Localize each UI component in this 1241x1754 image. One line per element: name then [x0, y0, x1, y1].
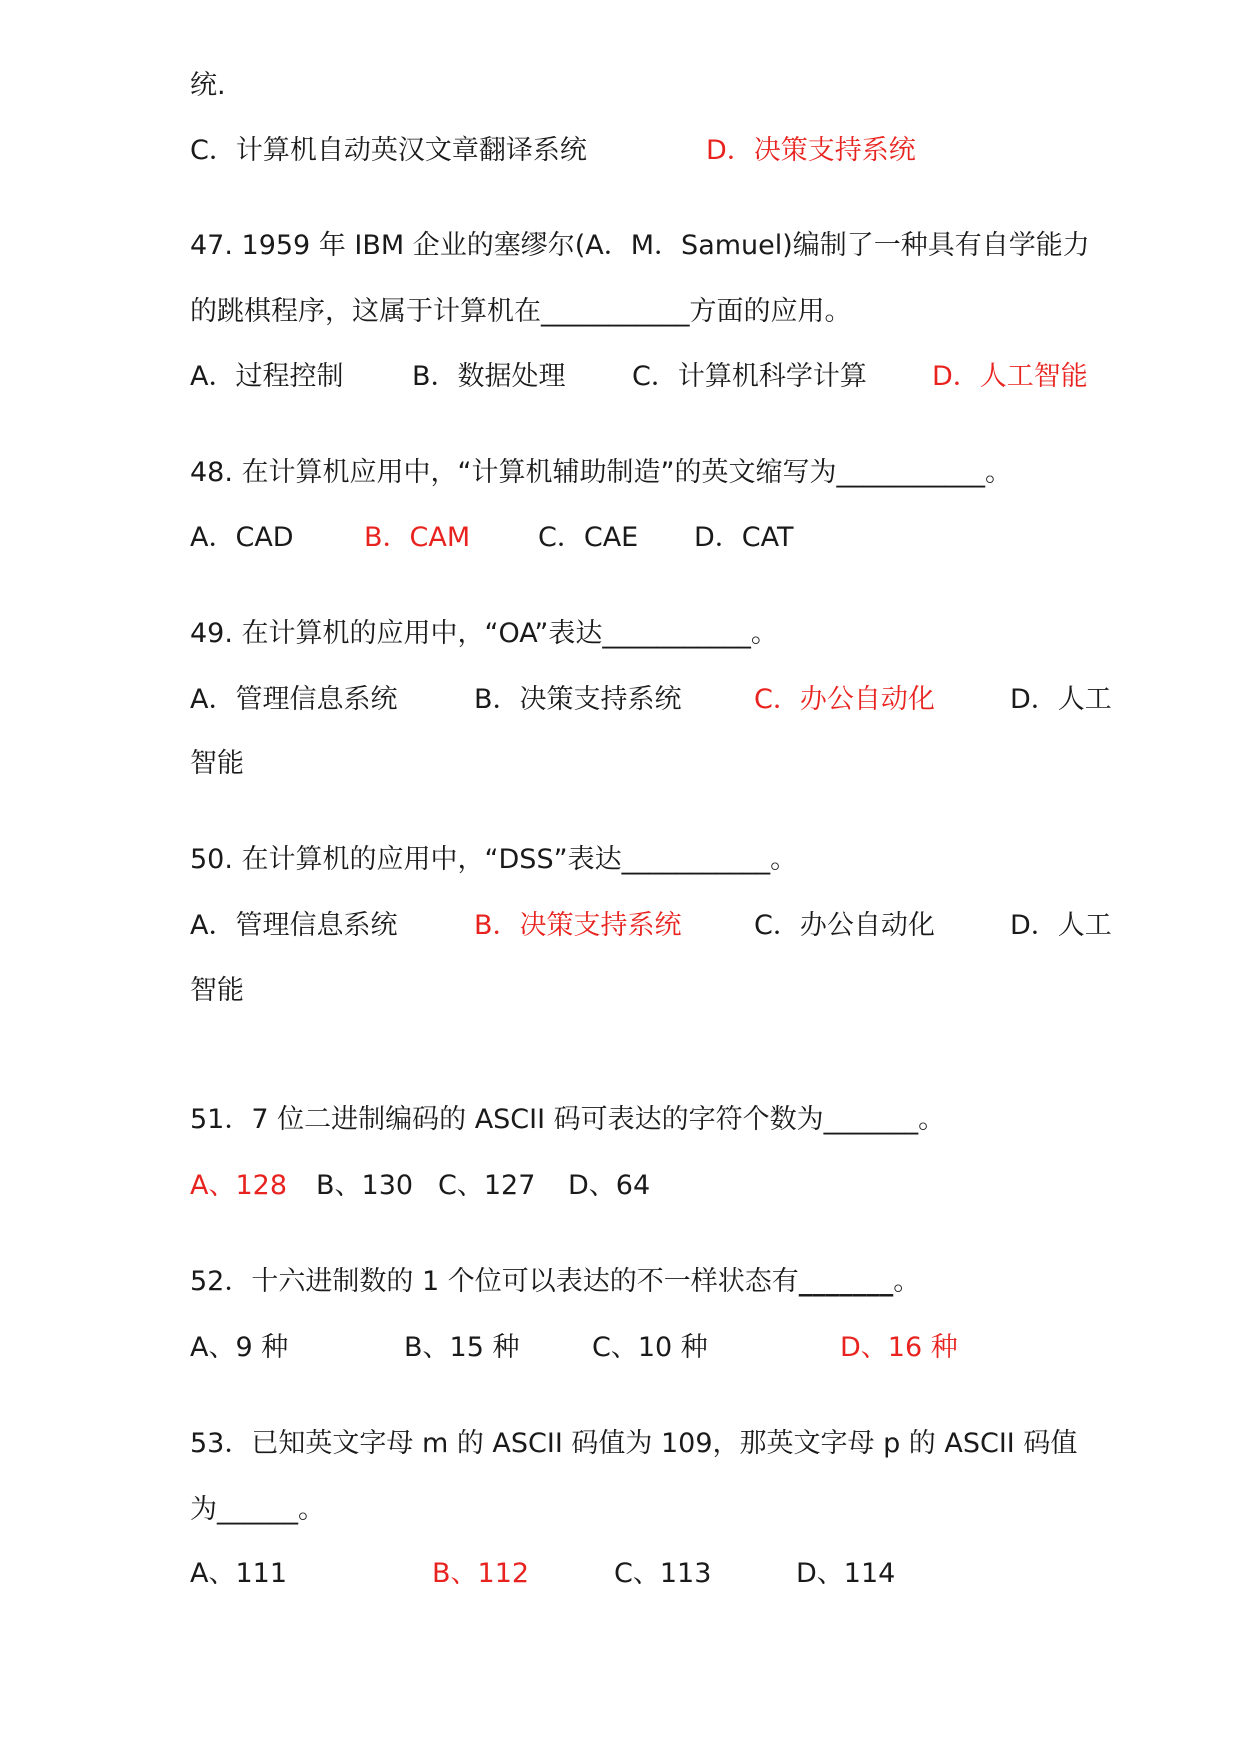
q51-option-d: D、64	[568, 1170, 651, 1201]
q53-option-a: A、111	[190, 1558, 288, 1589]
q53-option-c: C、113	[614, 1558, 712, 1589]
q52-text-pre: 52．十六进制数的 1 个位可以表达的不一样状态有	[190, 1266, 799, 1297]
q48-option-b-answer: B．CAM	[364, 522, 471, 553]
q53-text-line2: 为______。	[190, 1494, 325, 1525]
q50-text-line1: 50. 在计算机的应用中，“DSS”表达___________。	[190, 844, 798, 875]
q50-option-b-answer: B．决策支持系统	[474, 910, 682, 941]
q50-option-d: D．人工	[1010, 910, 1112, 941]
q52-answer-blank: _______	[798, 1266, 894, 1297]
q52-text-line1	[190, 1262, 920, 1302]
q47-option-d-answer: D．人工智能	[932, 361, 1088, 392]
q47-option-a: A．过程控制	[190, 361, 344, 392]
q52-option-c: C、10 种	[592, 1332, 708, 1363]
q48-option-d: D．CAT	[694, 522, 794, 553]
q49-option-d-continued: 智能	[190, 748, 244, 779]
q52-option-d-answer: D、16 种	[840, 1332, 958, 1363]
q52-option-b: B、15 种	[404, 1332, 520, 1363]
q50-option-c: C．办公自动化	[754, 910, 935, 941]
q50-option-a: A．管理信息系统	[190, 910, 398, 941]
q51-option-c: C、127	[438, 1170, 536, 1201]
q49-option-a: A．管理信息系统	[190, 684, 398, 715]
q47-text-line2: 的跳棋程序，这属于计算机在___________方面的应用。	[190, 296, 852, 327]
q53-text-line1: 53．已知英文字母 m 的 ASCII 码值为 109，那英文字母 p 的 ASCII 码值	[190, 1428, 1078, 1459]
q46-text-tail: 统.	[190, 70, 226, 101]
q46-option-c: C．计算机自动英汉文章翻译系统	[190, 135, 587, 166]
q53-option-d: D、114	[796, 1558, 896, 1589]
q48-text-line1: 48. 在计算机应用中，“计算机辅助制造”的英文缩写为___________。	[190, 457, 1012, 488]
q49-text-line1: 49. 在计算机的应用中，“OA”表达___________。	[190, 618, 778, 649]
q49-option-b: B．决策支持系统	[474, 684, 682, 715]
q47-option-c: C．计算机科学计算	[632, 361, 867, 392]
q47-text-line1: 47. 1959 年 IBM 企业的塞缪尔(A．M．Samuel)编制了一种具有自学能力	[190, 230, 1090, 261]
q47-option-b: B．数据处理	[412, 361, 566, 392]
q51-option-b: B、130	[316, 1170, 414, 1201]
q51-option-a-answer: A、128	[190, 1170, 288, 1201]
q49-option-c-answer: C．办公自动化	[754, 684, 935, 715]
q50-option-d-continued: 智能	[190, 975, 244, 1006]
q53-option-b-answer: B、112	[432, 1558, 530, 1589]
q46-option-d-answer: D．决策支持系统	[706, 135, 916, 166]
q51-text-line1: 51．7 位二进制编码的 ASCII 码可表达的字符个数为_______。	[190, 1104, 946, 1135]
q52-option-a: A、9 种	[190, 1332, 289, 1363]
q48-option-c: C．CAE	[538, 522, 639, 553]
q48-option-a: A．CAD	[190, 522, 294, 553]
q49-option-d: D．人工	[1010, 684, 1112, 715]
q52-text-post: 。	[893, 1266, 921, 1297]
